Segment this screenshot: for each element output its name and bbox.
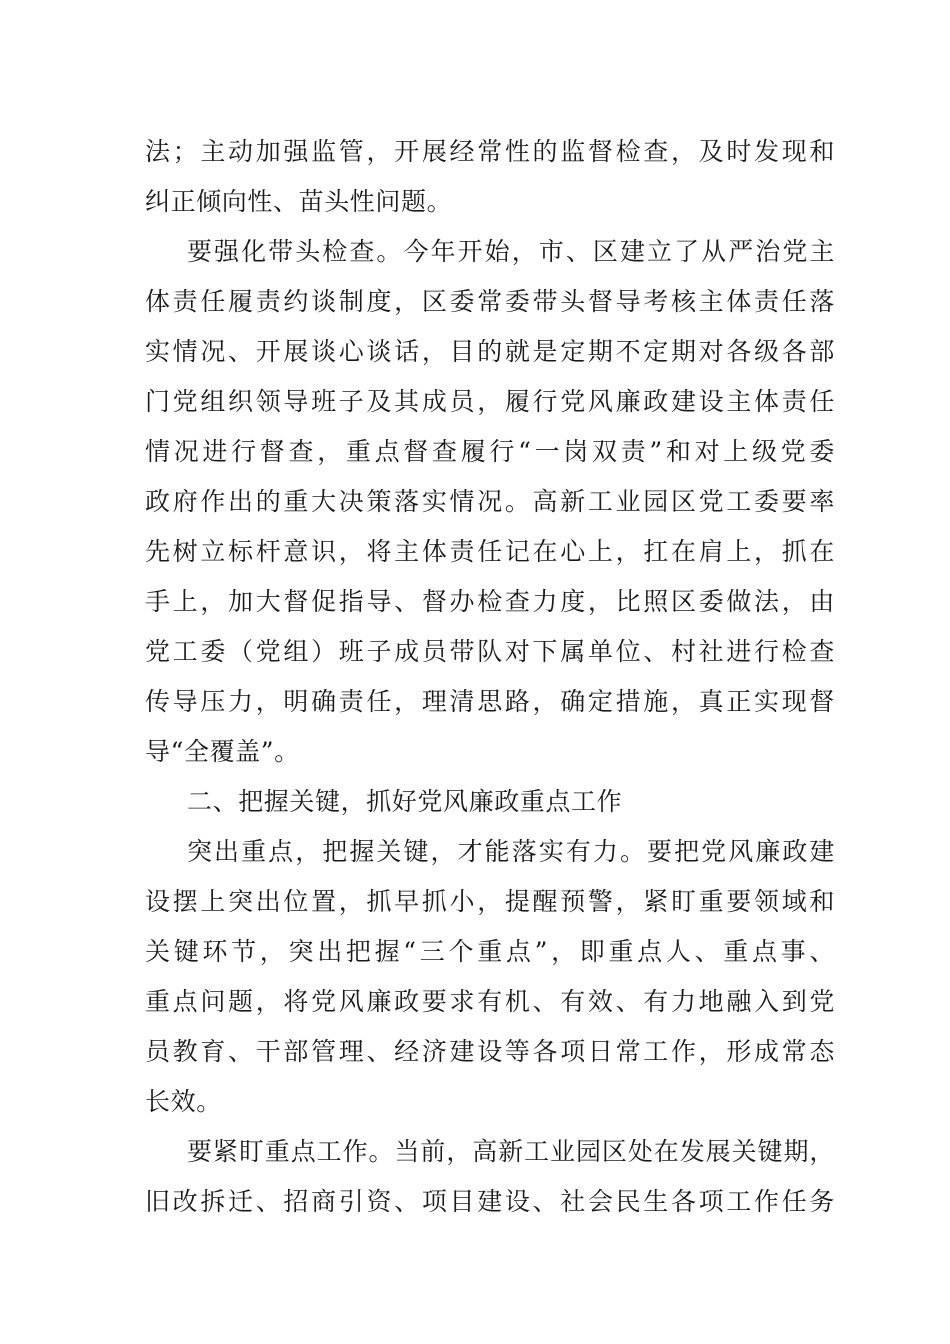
text-line: 体责任履责约谈制度，区委常委带头督导考核主体责任落	[145, 287, 835, 316]
text-line: 导“全覆盖”。	[145, 737, 300, 766]
text-line: 手上，加大督促指导、督办检查力度，比照区委做法，由	[145, 587, 835, 616]
text-line: 员教育、干部管理、经济建设等各项日常工作，形成常态	[145, 1037, 835, 1066]
paragraph-start-line: 要强化带头检查。今年开始，市、区建立了从严治党主	[187, 237, 835, 266]
text-line: 旧改拆迁、招商引资、项目建设、社会民生各项工作任务	[145, 1187, 835, 1216]
text-line: 情况进行督查，重点督查履行“一岗双责”和对上级党委	[145, 437, 835, 466]
text-line: 法；主动加强监管，开展经常性的监督检查，及时发现和	[145, 137, 835, 166]
text-line: 实情况、开展谈心谈话，目的就是定期不定期对各级各部	[145, 337, 835, 366]
text-line: 先树立标杆意识，将主体责任记在心上，扛在肩上，抓在	[145, 537, 835, 566]
text-line: 传导压力，明确责任，理清思路，确定措施，真正实现督	[145, 687, 835, 716]
text-line: 设摆上突出位置，抓早抓小，提醒预警，紧盯重要领域和	[145, 887, 835, 916]
text-line: 重点问题，将党风廉政要求有机、有效、有力地融入到党	[145, 987, 835, 1016]
paragraph-start-line: 突出重点，把握关键，才能落实有力。要把党风廉政建	[187, 837, 835, 866]
text-line: 纠正倾向性、苗头性问题。	[145, 187, 453, 216]
section-heading: 二、把握关键，抓好党风廉政重点工作	[187, 787, 623, 816]
text-line: 门党组织领导班子及其成员，履行党风廉政建设主体责任	[145, 387, 835, 416]
text-line: 长效。	[145, 1087, 222, 1116]
text-line: 党工委（党组）班子成员带队对下属单位、村社进行检查	[145, 637, 835, 666]
paragraph-start-line: 要紧盯重点工作。当前，高新工业园区处在发展关键期，	[187, 1137, 835, 1166]
text-line: 关键环节，突出把握“三个重点”，即重点人、重点事、	[145, 937, 835, 966]
text-line: 政府作出的重大决策落实情况。高新工业园区党工委要率	[145, 487, 835, 516]
